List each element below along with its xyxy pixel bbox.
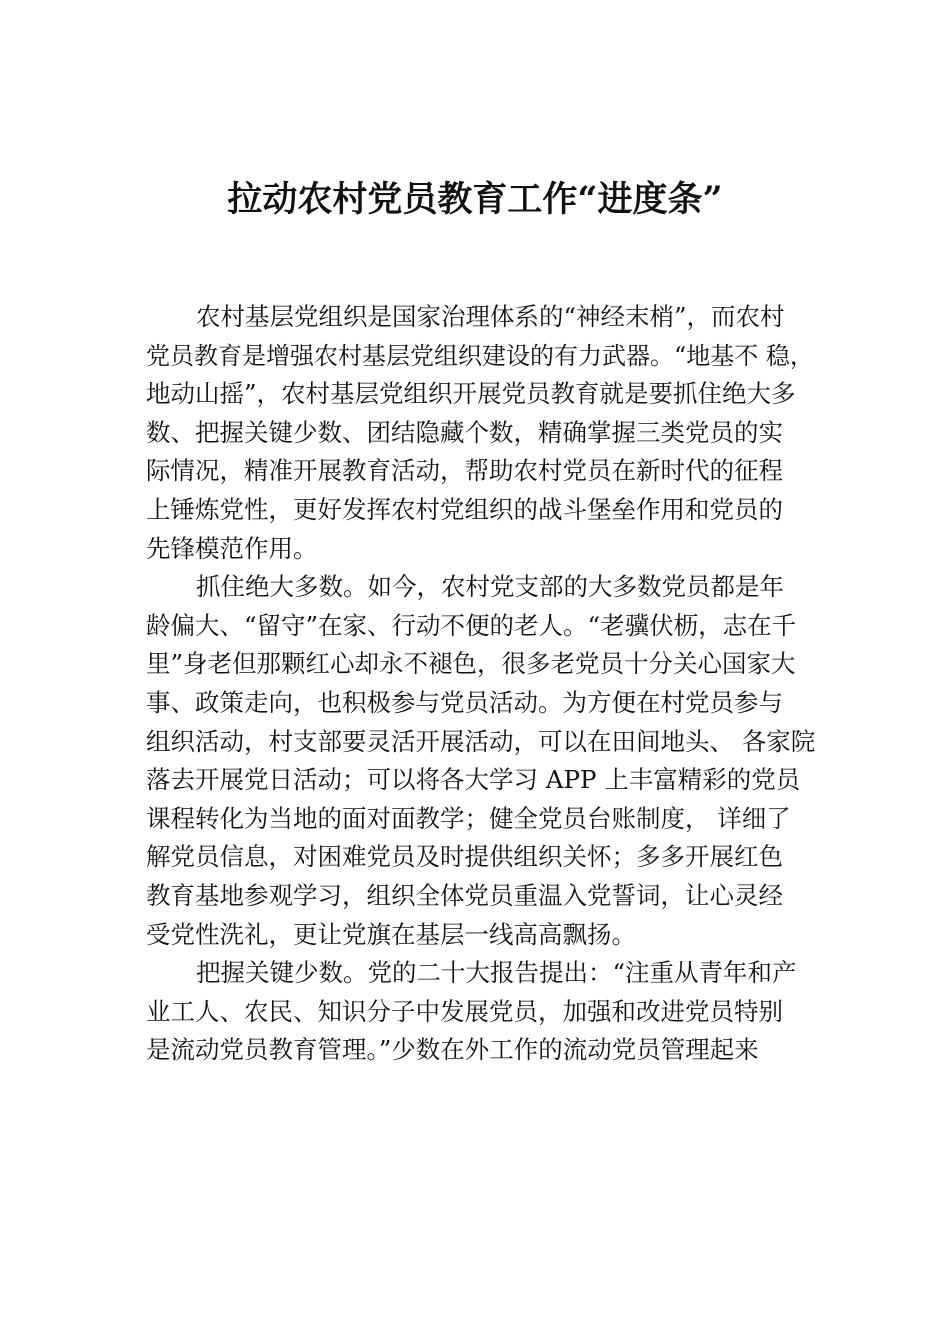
text-line: 数、把握关键少数、团结隐藏个数，精确掌握三类党员的实 [146, 417, 783, 447]
text-line: 际情况，精准开展教育活动，帮助农村党员在新时代的征程 [146, 456, 783, 486]
text-line: 受党性洗礼，更让党旗在基层一线高高飘扬。 [146, 919, 636, 949]
text-line: 组织活动，村支部要灵活开展活动，可以在田间地头、 各家院 [146, 726, 816, 756]
text-line: 先锋模范作用。 [146, 533, 318, 563]
text-line: 里”身老但那颗红心却永不褪色，很多老党员十分关心国家大 [146, 649, 796, 679]
document-body [146, 298, 820, 1070]
text-line: 农村基层党组织是国家治理体系的“神经末梢”，而农村 [196, 302, 785, 331]
text-line: 事、政策走向，也积极参与党员活动。为方便在村党员参与 [146, 687, 783, 717]
text-line: 上锤炼党性，更好发挥农村党组织的战斗堡垒作用和党员的 [146, 494, 783, 524]
text-line: 地动山摇”，农村基层党组织开展党员教育就是要抓住绝大多 [146, 379, 796, 409]
text-line: 龄偏大、“留守”在家、行动不便的老人。“老骥伏枥，志在千 [146, 610, 797, 640]
document-title: 拉动农村党员教育工作“进度条” [227, 179, 723, 220]
text-line: 落去开展党日活动；可以将各大学习 APP 上丰富精彩的党员 [146, 765, 801, 795]
text-line: 党员教育是增强农村基层党组织建设的有力武器。“地基不 稳， [146, 341, 814, 370]
text-line: 是流动党员教育管理。”少数在外工作的流动党员管理起来 [146, 1035, 759, 1065]
text-line: 解党员信息，对困难党员及时提供组织关怀；多多开展红色 [146, 842, 783, 872]
text-line: 把握关键少数。党的二十大报告提出：“注重从青年和产 [196, 958, 797, 988]
text-line: 教育基地参观学习，组织全体党员重温入党誓词，让心灵经 [146, 880, 783, 910]
text-line: 课程转化为当地的面对面教学；健全党员台账制度， 详细了 [146, 803, 791, 833]
text-line: 抓住绝大多数。如今，农村党支部的大多数党员都是年 [196, 572, 784, 602]
text-line: 业工人、农民、知识分子中发展党员，加强和改进党员特别 [146, 996, 783, 1026]
